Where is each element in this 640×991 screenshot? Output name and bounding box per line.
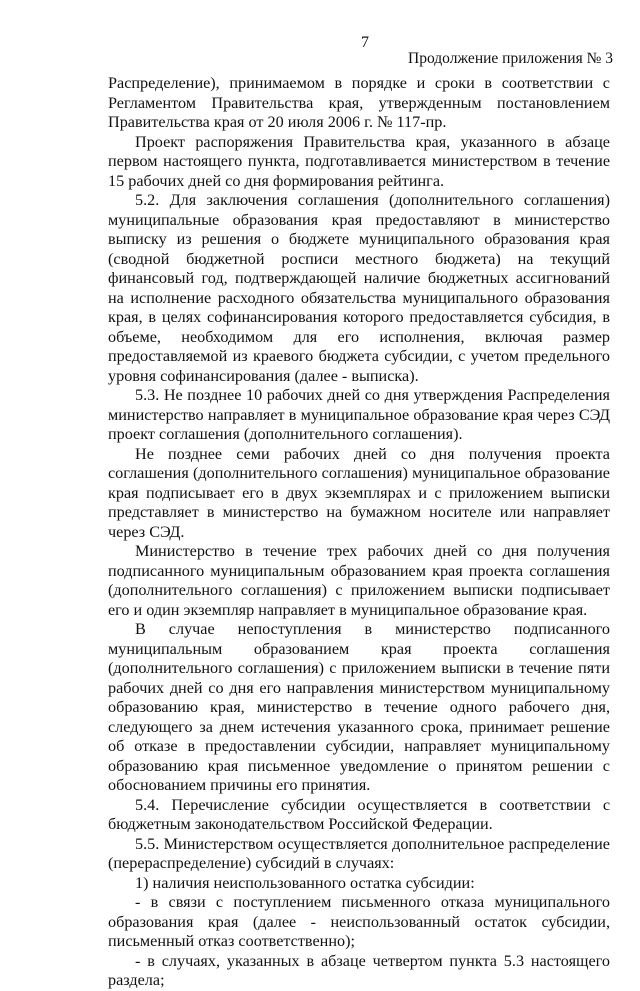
paragraph: - в случаях, указанных в абзаце четвертом пункта 5.3 настоящего раздела; (108, 951, 610, 989)
paragraph: 1) наличия неиспользованного остатка субсидии: (135, 873, 475, 892)
document-body (108, 74, 610, 991)
paragraph: Министерство в течение трех рабочих дней со дня получения подписанного муниципальным образованием края проекта соглашения (дополнительного соглашения) с приложением выписки подписывает его и один экземпляр направляет в муниципальное образование края. (108, 542, 610, 619)
paragraph: 5.4. Перечисление субсидии осуществляется в соответствии с бюджетным законодательством Российской Федерации. (108, 795, 610, 833)
paragraph: Не позднее семи рабочих дней со дня получения проекта соглашения (дополнительного соглашения) муниципальное образование края подписывает его в двух экземплярах и с приложением выписки представляет в министерство на бумажном носителе или направляет через СЭД. (108, 444, 610, 541)
paragraph: - в связи с поступлением письменного отказа муниципального образования края (далее - неиспользованный остаток субсидии, письменный отказ соответственно); (108, 893, 610, 950)
paragraph: 5.3. Не позднее 10 рабочих дней со дня утверждения Распределения министерство направляет в муниципальное образование края через СЭД проект соглашения (дополнительного соглашения). (108, 386, 610, 443)
paragraph: В случае непоступления в министерство подписанного муниципальным образованием края проекта соглашения (дополнительного соглашения) с приложением выписки в течение пяти рабочих дней со дня его направления министерством муниципальному образованию края, министерство в течение одного рабочего дня, следующего за днем истечения указанного срока, принимает решение об отказе в предоставлении субсидии, направляет муниципальному образованию края письменное уведомление о принятом решении с обоснованием причины его принятия. (108, 620, 610, 794)
paragraph: Проект распоряжения Правительства края, указанного в абзаце первом настоящего пункта, подготавливается министерством в течение 15 рабочих дней со дня формирования рейтинга. (108, 132, 610, 190)
paragraph: 5.2. Для заключения соглашения (дополнительного соглашения) муниципальные образования края предоставляют в министерство выписку из решения о бюджете муниципального образования края (сводной бюджетной росписи местного бюджета) на текущий финансовый год, подтверждающей наличие бюджетных ассигнований на исполнение расходного обязательства муниципального образования края, в целях софинансирования которого предоставляется субсидия, в объеме, необходимом для его исполнения, включая размер предоставляемой из краевого бюджета субсидии, с учетом предельного уровня софинансирования (далее - выписка). (108, 191, 610, 385)
paragraph: Распределение), принимаемом в порядке и сроки в соответствии с Регламентом Правительства края, утвержденным постановлением Правительства края от 20 июля 2006 г. № 117-пр. (108, 74, 610, 131)
page-number: 7 (361, 34, 369, 51)
paragraph: 5.5. Министерством осуществляется дополнительное распределение (перераспределение) субсидий в случаях: (108, 834, 610, 872)
appendix-continuation-note: Продолжение приложения № 3 (408, 50, 613, 67)
